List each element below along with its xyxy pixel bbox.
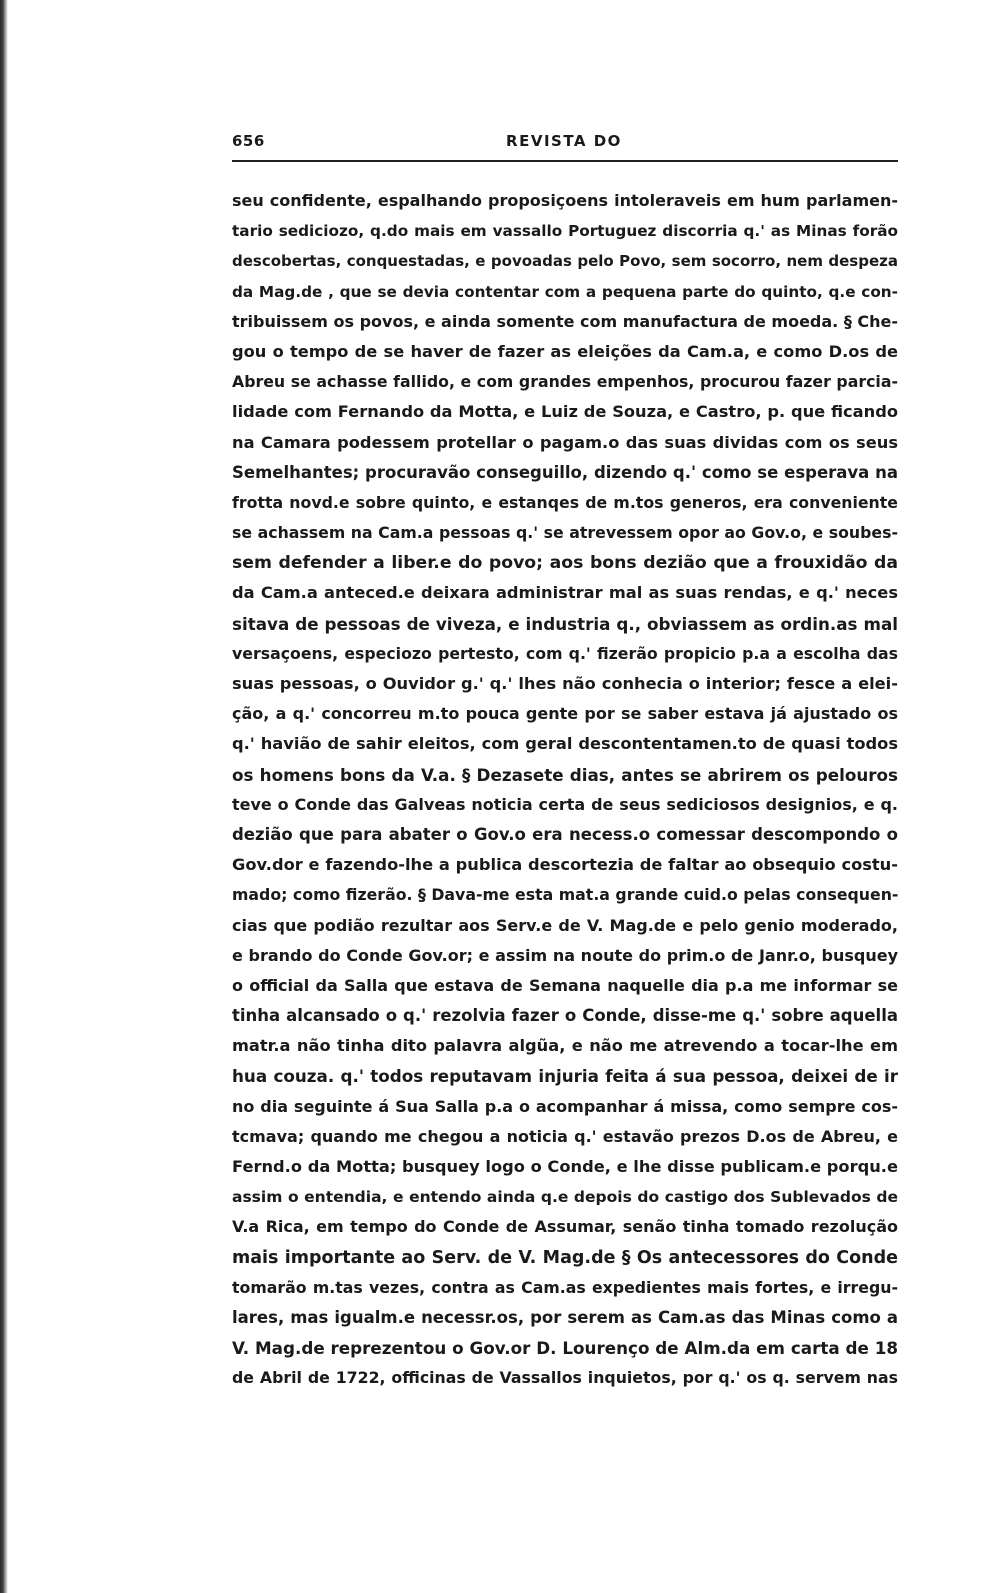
text-line: cias que podião rezultar aos Serv.e de V. Mag.de e pelo genio moderado, [232,915,898,935]
text-line: tario sediciozo, q.do mais em vassallo Portuguez discorria q.' as Minas forão [232,222,898,241]
text-line: tcmava; quando me chegou a noticia q.' estavão prezos D.os de Abreu, e [232,1126,898,1146]
text-line: frotta novd.e sobre quinto, e estanqes de m.tos generos, era conveniente [232,492,898,512]
text-line: gou o tempo de se haver de fazer as eleições da Cam.a, e como D.os de [232,341,898,361]
text-line: teve o Conde das Galveas noticia certa de seus sediciosos designios, e q. [232,794,898,814]
scan-left-edge [0,0,8,1593]
text-line: no dia seguinte á Sua Salla p.a o acompanhar á missa, como sempre cos- [232,1096,898,1116]
text-line: suas pessoas, o Ouvidor g.' q.' lhes não conhecia o interior; fesce a elei- [232,674,898,693]
text-line: se achassem na Cam.a pessoas q.' se atrevessem opor ao Gov.o, e soubes- [232,523,898,543]
text-line: tribuissem os povos, e ainda somente com manufactura de moeda. § Che- [232,311,898,331]
page-number: 656 [232,132,265,150]
text-line: na Camara podessem protellar o pagam.o das suas dividas com os seus [232,432,898,452]
text-line: tinha alcansado o q.' rezolvia fazer o Conde, disse-me q.' sobre aquella [232,1006,898,1026]
text-line: matr.a não tinha dito palavra algũa, e não me atrevendo a tocar-lhe em [232,1036,898,1056]
text-line: seu confidente, espalhando proposiçoens intoleraveis em hum parlamen- [232,191,898,210]
text-line: mado; como fizerão. § Dava-me esta mat.a grande cuid.o pelas consequen- [232,885,898,905]
text-line: e brando do Conde Gov.or; e assim na noute do prim.o de Janr.o, busquey [232,945,898,965]
text-line: Abreu se achasse fallido, e com grandes empenhos, procurou fazer parcia- [232,372,898,392]
text-line: V. Mag.de reprezentou o Gov.or D. Lourenço de Alm.da em carta de 18 [232,1338,898,1359]
text-line: hua couza. q.' todos reputavam injuria feita á sua pessoa, deixei de ir [232,1066,898,1087]
text-line: sem defender a liber.e do povo; aos bons dezião que a frouxidão da [232,553,898,574]
text-line: os homens bons da V.a. § Dezasete dias, antes se abrirem os pelouros [232,764,898,785]
text-line: Semelhantes; procuravão conseguillo, dizendo q.' como se esperava na [232,462,898,482]
text-line: sitava de pessoas de viveza, e industria q., obviassem as ordin.as mal [232,613,898,634]
text-line: Fernd.o da Motta; busquey logo o Conde, e lhe disse publicam.e porqu.e [232,1157,898,1176]
text-line: descobertas, conquestadas, e povoadas pelo Povo, sem socorro, nem despeza [232,252,898,271]
text-line: da Cam.a anteced.e deixara administrar mal as suas rendas, e q.' neces [232,583,898,603]
text-line: Gov.dor e fazendo-lhe a publica descortezia de faltar ao obsequio costu- [232,855,898,875]
text-line: mais importante ao Serv. de V. Mag.de § Os antecessores do Conde [232,1247,898,1268]
text-line: versaçoens, especiozo pertesto, com q.' fizerão propicio p.a a escolha das [232,643,898,663]
text-line: lares, mas igualm.e necessr.os, por serem as Cam.as das Minas como a [232,1307,898,1327]
header-rule [232,160,898,162]
text-line: da Mag.de , que se devia contentar com a pequena parte do quinto, q.e con- [232,282,898,301]
text-line: assim o entendia, e entendo ainda q.e depois do castigo dos Sublevados de [232,1188,898,1207]
text-line: de Abril de 1722, officinas de Vassallos inquietos, por q.' os q. servem nas [232,1368,898,1388]
text-line: tomarão m.tas vezes, contra as Cam.as expedientes mais fortes, e irregu- [232,1277,898,1297]
text-line: dezião que para abater o Gov.o era necess.o comessar descompondo o [232,824,898,844]
running-head [232,132,896,156]
text-line: o official da Salla que estava de Semana naquelle dia p.a me informar se [232,975,898,995]
body-text [232,186,898,1394]
text-line: ção, a q.' concorreu m.to pouca gente por se saber estava já ajustado os [232,704,898,724]
text-line: lidade com Fernando da Motta, e Luiz de Souza, e Castro, p. que ficando [232,402,898,422]
text-line: q.' havião de sahir eleitos, com geral descontentamen.to de quasi todos [232,734,898,754]
text-line: V.a Rica, em tempo do Conde de Assumar, senão tinha tomado rezolução [232,1217,898,1237]
journal-title: REVISTA DO [506,132,622,150]
